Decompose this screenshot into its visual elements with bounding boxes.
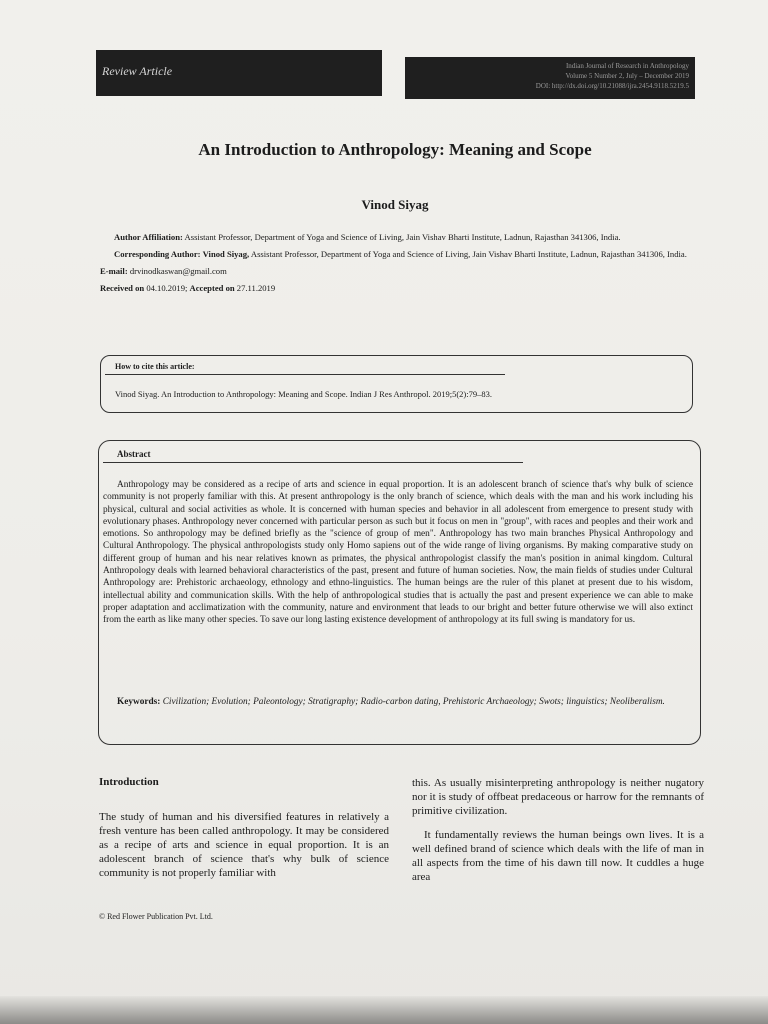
abstract-box: [98, 440, 701, 745]
accepted-date: 27.11.2019: [236, 283, 276, 293]
article-type-banner: [96, 50, 382, 96]
corresponding-label: Corresponding Author:: [114, 249, 201, 259]
body-column-left: [99, 810, 389, 880]
intro-paragraph-continued: this. As usually misinterpreting anthropology is neither nugatory nor it is study of offbeat predaceous or harrow for the remnants of primitive civilization.: [412, 777, 704, 817]
abstract-text: Anthropology may be considered as a recipe of arts and science in equal proportion. It is an adolescent branch of science that's why bulk of science community is not properly familiar with this. At present anthropology is the only branch of science, which deals with the man and his work including his physical, cultural and social activities as whole. It is concerned with human species and behavior in all adolescent from emergence to present study with evolutionary phases. Anthropology never concerned with particular person as such but it focus on men in "group", with races and peoples and their work and emotions. So anthropology may be defined briefly as the "science of group of men". Anthropology has two main branches Physical Anthropology and Cultural Anthropology. The physical anthropologists study only Homo sapiens out of the wide range of living organisms. By making comparative study on different group of human and his near relatives known as primates, the physical anthropologist classify the man's position in animal kingdom. Cultural Anthropology deals with learned behavioral characteristics of the past, present and future of human societies. Now, the main fields of studies under Cultural Anthropology are: Prehistoric archaeology, ethnology and ethno-linguistics. The human beings are the ruler of this planet at present due to his wisdom, intellectual ability and communication skills. With the help of anthropological studies that is actually the past and present experience we can able to make proper adaptation and acclimatization with the community, nature and environment that leads to our bright and better future otherwise we will also extinct from the earth as like many other species. To save our long lasting existence development of anthropology at its full swing is mandatory for us.: [103, 480, 693, 626]
journal-name: Indian Journal of Research in Anthropology: [565, 62, 689, 70]
corresponding-author: [100, 249, 696, 260]
affiliation-text: Assistant Professor, Department of Yoga and Science of Living, Jain Vishav Bharti Institute, Ladnun, Rajasthan 341306, India.: [184, 232, 621, 242]
author-metadata: [100, 232, 696, 300]
email-line: [100, 266, 696, 277]
affiliation-label: Author Affiliation:: [114, 232, 183, 242]
corresponding-text: Assistant Professor, Department of Yoga and Science of Living, Jain Vishav Bharti Institute, Ladnun, Rajasthan 341306, India.: [250, 249, 687, 259]
email-label: E-mail:: [100, 266, 128, 276]
accepted-label: Accepted on: [189, 283, 235, 293]
intro-paragraph-1: The study of human and his diversified features in relatively a fresh venture has been called anthropology. It may be considered as a recipe of arts and science in equal proportion. It is an adolescent branch of science that's why bulk of science community is not properly familiar with: [99, 811, 389, 879]
received-date: 04.10.2019;: [146, 283, 188, 293]
citation-box: [100, 355, 693, 413]
received-label: Received on: [100, 283, 145, 293]
email-value: drvinodkaswan@gmail.com: [129, 266, 227, 276]
page-shadow: [0, 996, 768, 1024]
body-column-right: [412, 776, 704, 884]
journal-doi: DOI: http://dx.doi.org/10.21088/ijra.2454.9118.5219.5: [535, 82, 689, 90]
introduction-heading: Introduction: [99, 776, 159, 788]
intro-paragraph-2: It fundamentally reviews the human beings own lives. It is a well defined brand of science which deals with the life of man in all aspects from the time of his dawn till now. It cuddles a huge area: [412, 829, 704, 883]
publisher-footer: © Red Flower Publication Pvt. Ltd.: [99, 912, 213, 921]
keywords: [103, 696, 693, 708]
citation-heading: How to cite this article:: [115, 362, 195, 371]
citation-text: Vinod Siyag. An Introduction to Anthropology: Meaning and Scope. Indian J Res Anthropol. 2019;5(2):79–83.: [115, 389, 493, 399]
article-title: An Introduction to Anthropology: Meaning and Scope: [198, 140, 592, 159]
affiliation: [100, 232, 696, 243]
abstract-divider: [103, 462, 523, 463]
corresponding-name: Vinod Siyag,: [202, 249, 250, 259]
dates-line: [100, 283, 696, 294]
abstract-heading: Abstract: [117, 449, 151, 459]
keywords-label: Keywords:: [117, 697, 161, 707]
article-type-label: Review Article: [102, 64, 173, 78]
keywords-list: Civilization; Evolution; Paleontology; Stratigraphy; Radio-carbon dating, Prehistoric Archaeology; Swots; linguistics; Neoliberalism.: [162, 697, 665, 707]
journal-volume: Volume 5 Number 2, July – December 2019: [565, 72, 689, 80]
author-name: Vinod Siyag: [361, 197, 429, 212]
citation-divider: [105, 374, 505, 375]
journal-info-banner: [405, 57, 695, 99]
